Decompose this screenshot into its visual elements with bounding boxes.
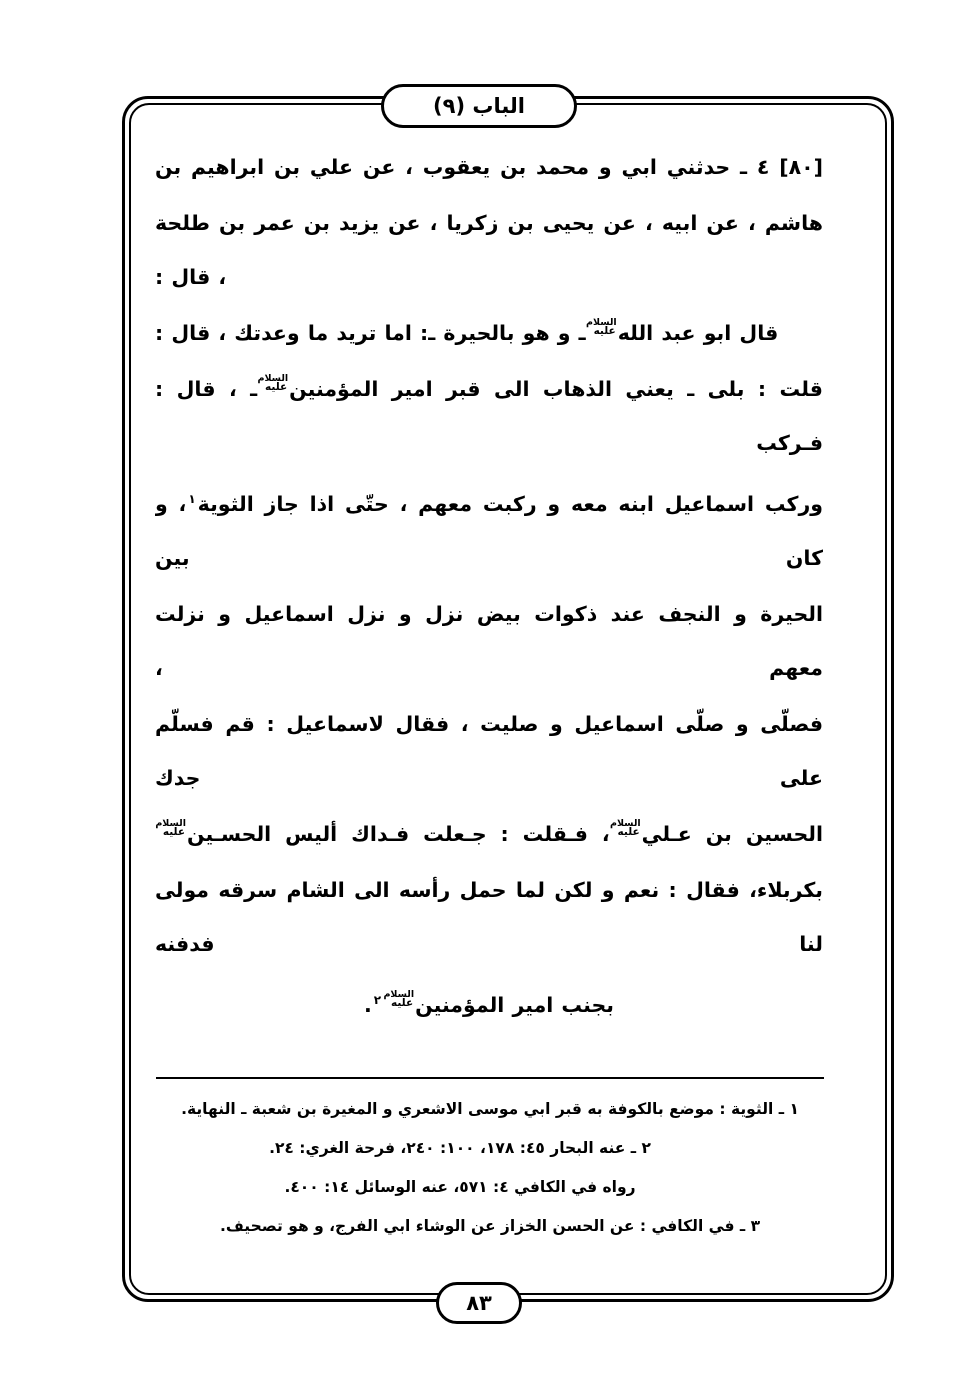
chapter-header-capsule <box>381 84 577 128</box>
honorific-alayhi-assalam-icon: السلام عليه <box>383 988 415 1009</box>
page-number: ٨٣ <box>466 1290 492 1315</box>
hadith-80-line-3-a: قال ابو عبد الله <box>617 321 779 345</box>
footnotes-section <box>156 1090 824 1246</box>
honorific-alayhi-assalam-icon: السلام عليه <box>257 373 289 394</box>
body-text <box>155 140 823 1050</box>
hadith-80-line-4-a: قلت : بلى ـ يعني الذهاب الى قبر امير المؤمنين <box>289 377 823 401</box>
honorific-alayhi-assalam-icon: السلام عليه <box>155 818 186 839</box>
hadith-80-line-7: فصلّى و صلّى اسماعيل و صليت ، فقال لاسماعيل : قم فسلّم على جدك <box>155 711 823 790</box>
footnote-3-line-1: ٣ ـ في الكافي : عن الحسن الخزاز عن الوشاء ابي الفرج، و هو تصحيف. <box>219 1217 761 1235</box>
footnote-ref-1: ١ <box>188 492 196 506</box>
hadith-80-line-6: الحيرة و النجف عند ذكوات بيض نزل و نزل اسماعيل و نزلت معهم ، <box>155 601 823 680</box>
hadith-80-line-4 <box>155 362 823 470</box>
hadith-80-line-8 <box>155 807 823 861</box>
footnote-1-line-1: ١ ـ الثوية : موضع بالكوفة به قبر ابي موسى الاشعري و المغيرة بن شعبة ـ النهاية. <box>181 1100 799 1118</box>
hadith-80-line-5 <box>155 472 823 585</box>
paragraph-spacer <box>155 1034 823 1050</box>
hadith-80-line-3-b: ـ و هو بالحيرة ـ: اما تريد ما وعدتك ، قال : <box>155 321 586 345</box>
hadith-80-line-10-a: بجنب امير المؤمنين <box>415 992 614 1017</box>
footnote-2-line-1: ٢ ـ عنه البحار ٤٥: ١٧٨، ١٠٠: ٢٤٠، فرحة الغري: ٢٤. <box>269 1139 651 1157</box>
honorific-alayhi-assalam-icon: السلام عليه <box>610 818 641 839</box>
hadith-80-line-2: هاشم ، عن ابيه ، عن يحيى بن زكريا ، عن يزيد بن عمر بن طلحة ، قال : <box>155 211 823 289</box>
hadith-80-line-10 <box>155 973 823 1032</box>
hadith-80-line-10-b: . <box>364 992 372 1017</box>
footnote-ref-2: ٢ <box>373 992 382 1007</box>
page-number-capsule <box>436 1282 522 1324</box>
honorific-alayhi-assalam-icon: السلام عليه <box>586 317 617 338</box>
hadith-80-line-8-b: ، فـقلت : جـعلت فـداك أليس الحسـين <box>187 821 610 846</box>
hadith-80-line-5-text: وركب اسماعيل ابنه معه و ركبت معهم ، حتّى اذا جاز الثوية <box>197 491 823 516</box>
chapter-title: الباب (٩) <box>433 93 525 118</box>
footnote-separator-rule <box>156 1077 824 1079</box>
hadith-80-line-3 <box>155 306 823 360</box>
footnote-2-line-2: رواه في الكافي ٤: ٥٧١، عنه الوسائل ١٤: ٤٠٠. <box>284 1178 636 1196</box>
hadith-80-line-1: [٨٠] ٤ ـ حدثني ابي و محمد بن يعقوب ، عن علي بن ابراهيم بن <box>155 155 823 179</box>
hadith-80-line-4-b: ـ ، قال : فـركب <box>155 377 823 455</box>
hadith-80-line-5-tail: ، و كان بين <box>155 491 823 570</box>
hadith-80-line-8-a: الحسين بن عـلي <box>641 821 823 846</box>
hadith-80-line-9: بكربلاء، فقال : نعم و لكن لما حمل رأسه الى الشام سرقه مولى لنا فدفنه <box>155 877 823 956</box>
